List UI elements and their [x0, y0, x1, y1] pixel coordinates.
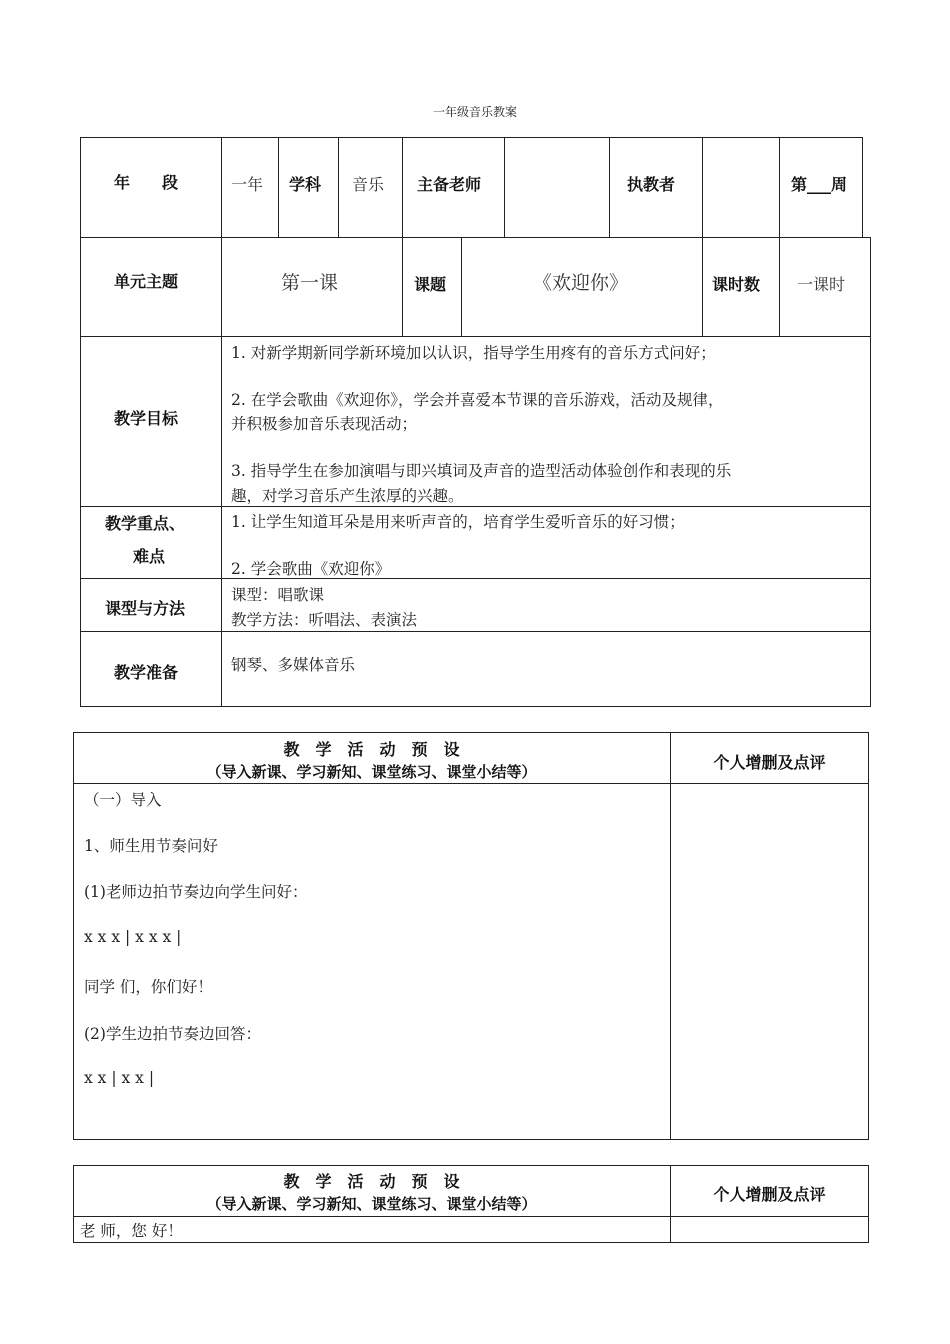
- lead-teacher-label: 主备老师: [417, 175, 482, 194]
- subject-value: 音乐: [352, 175, 385, 194]
- activity-line: (1)老师边拍节奏边向学生问好：: [84, 883, 308, 901]
- goal-line: 趣，对学习音乐产生浓厚的兴趣。: [231, 487, 464, 505]
- key-point-line: 1. 让学生知道耳朵是用来听声音的，培育学生爱听音乐的好习惯；: [231, 513, 685, 531]
- unit-value: 第一课: [281, 272, 339, 294]
- grade-label: 年 段: [114, 173, 179, 192]
- document-header: 一年级音乐教案: [432, 105, 517, 119]
- lesson-value: 《欢迎你》: [533, 272, 629, 294]
- key-point-line: 2. 学会歌曲《欢迎你》: [231, 560, 391, 578]
- method-line: 课型：唱歌课: [231, 586, 325, 604]
- difficulty-label: 难点: [133, 547, 166, 566]
- key-points-label: 教学重点、: [105, 514, 186, 533]
- activity-line: （一）导入: [84, 791, 162, 809]
- goal-line: 并积极参加音乐表现活动；: [231, 415, 418, 433]
- activity-subheading: （导入新课、学习新知、课堂练习、课堂小结等）: [206, 1195, 537, 1213]
- week-label: 第___周: [791, 175, 848, 194]
- hours-label: 课时数: [712, 275, 761, 294]
- goals-label: 教学目标: [114, 409, 179, 428]
- activity-line: 老 师，您 好！: [80, 1222, 183, 1240]
- activity-line: 1、师生用节奏问好: [84, 837, 218, 855]
- rhythm-line: x x | x x |: [84, 1069, 155, 1087]
- activity-heading: 教 学 活 动 预 设: [283, 1172, 460, 1191]
- method-line: 教学方法：听唱法、表演法: [231, 611, 418, 629]
- hours-value: 一课时: [797, 275, 846, 294]
- method-label: 课型与方法: [105, 599, 186, 618]
- goal-line: 3. 指导学生在参加演唱与即兴填词及声音的造型活动体验创作和表现的乐: [231, 462, 732, 480]
- grade-value: 一年: [231, 175, 264, 194]
- goal-line: 2. 在学会歌曲《欢迎你》，学会并喜爱本节课的音乐游戏，活动及规律，: [231, 391, 724, 409]
- rhythm-line: x x x | x x x |: [84, 928, 182, 946]
- lesson-label: 课题: [414, 275, 447, 294]
- comment-header: 个人增删及点评: [713, 1185, 826, 1204]
- subject-label: 学科: [289, 175, 322, 194]
- unit-label: 单元主题: [114, 272, 179, 291]
- activity-line: 同学 们，你们好！: [84, 978, 213, 996]
- comment-header: 个人增删及点评: [713, 753, 826, 772]
- goal-line: 1. 对新学期新同学新环境加以认识，指导学生用疼有的音乐方式问好；: [231, 344, 716, 362]
- instructor-label: 执教者: [627, 175, 676, 194]
- activity-line: (2)学生边拍节奏边回答：: [84, 1025, 261, 1043]
- activity-subheading: （导入新课、学习新知、课堂练习、课堂小结等）: [206, 763, 537, 781]
- prep-label: 教学准备: [114, 663, 179, 682]
- activity-heading: 教 学 活 动 预 设: [283, 740, 460, 759]
- prep-value: 钢琴、多媒体音乐: [231, 656, 356, 674]
